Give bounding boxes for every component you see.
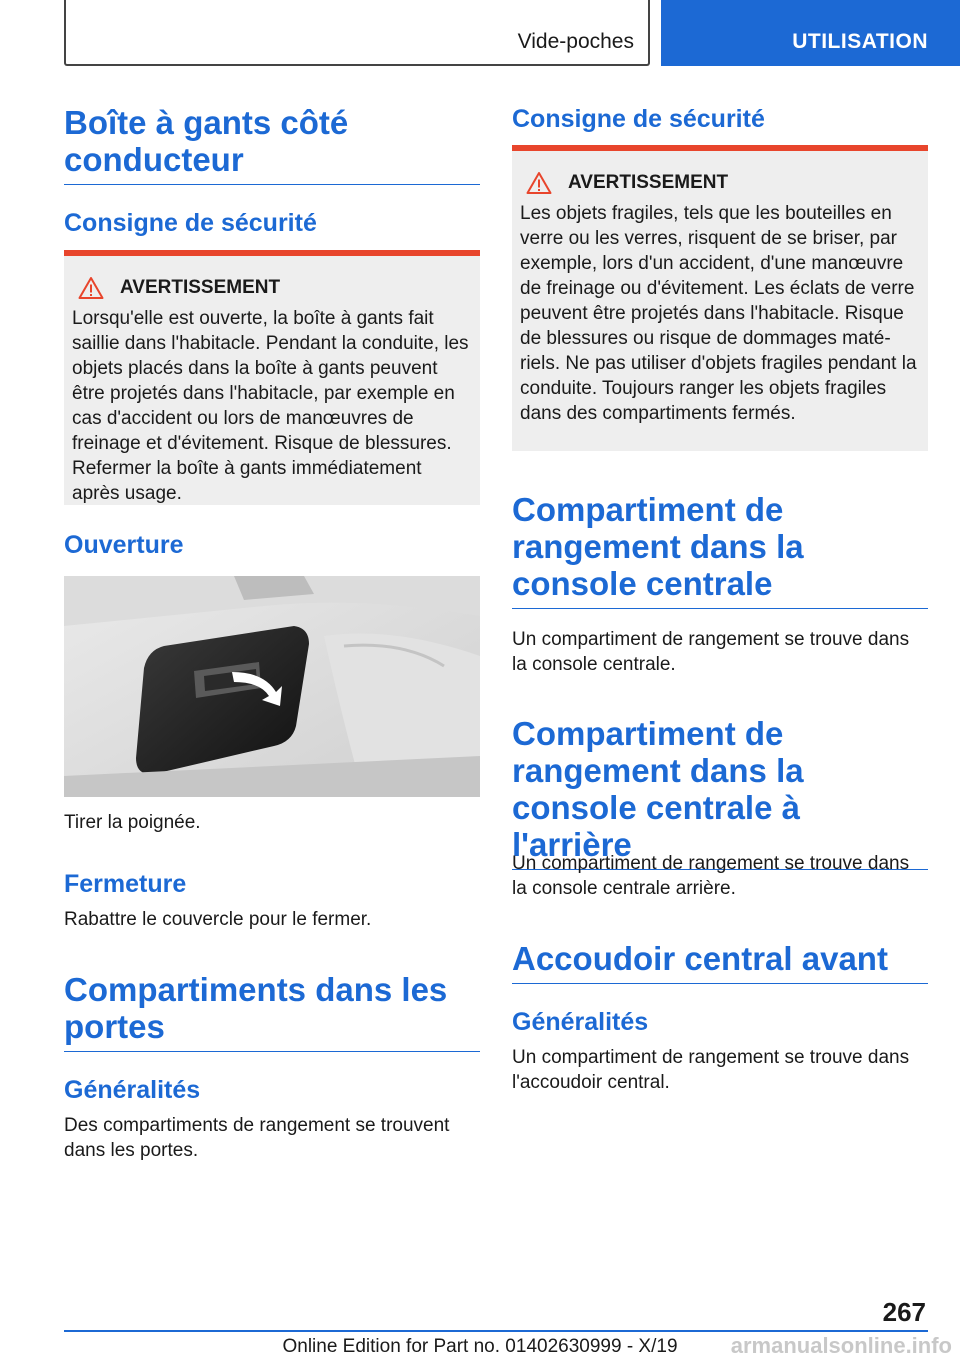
heading-closing: Fermeture [64,870,187,898]
heading-general-armrest: Généralités [512,1008,649,1036]
heading-safety-left: Consigne de sécurité [64,209,317,237]
center-console-text: Un compartiment de rangement se trouve dans la console centrale. [512,629,910,675]
heading-door-compartments: Compartiments dans les portes [64,971,480,1052]
heading-rear-console: Compartiment de rangement dans la console centrale à l'arrière [512,715,928,870]
heading-center-console: Compartiment de rangement dans la console centrale [512,491,928,609]
footer-watermark: armanualsonline.info [730,1333,952,1358]
armrest-text: Un compartiment de rangement se trouve dans l'accoudoir central. [512,1047,910,1093]
header-chapter-title: UTILISATION [792,30,928,53]
footer-divider [64,1330,928,1332]
heading-glovebox: Boîte à gants côté conducteur [64,104,480,185]
header-chapter-tab [661,0,960,66]
heading-armrest: Accoudoir central avant [512,940,928,984]
glovebox-photo [64,576,480,797]
footer-edition: Online Edition for Part no. 01402630999 - X/19 [282,1336,678,1357]
warning-title-left: AVERTISSEMENT [120,277,281,298]
warning-box-left [64,250,480,505]
warning-box-right [512,145,928,451]
header-section-title: Vide-poches [517,30,634,53]
doors-text: Des compartiments de rangement se trouvent dans les portes. [64,1115,450,1161]
closing-text: Rabattre le couvercle pour le fermer. [64,909,372,930]
heading-opening: Ouverture [64,531,184,559]
warning-title-right: AVERTISSEMENT [568,172,729,193]
heading-safety-right: Consigne de sécurité [512,105,765,133]
rear-console-text: Un compartiment de rangement se trouve dans la console centrale arrière. [512,853,910,899]
opening-text: Tirer la poignée. [64,812,201,833]
header-section-tab [64,0,650,66]
warning-triangle-icon [526,171,552,195]
warning-text-right: Les objets fragiles, tels que les bouteilles en verre ou les verres, risquent de se briser, par exemple, lors d'un accident, d'une manœuvre de freinage ou d'évitement. Les éclats de verre peuvent être projetés dans l'habitacle. Risque de blessures ou risque de dommages matériels. Ne pas utiliser d'objets fragiles pendant la conduite. Toujours ranger les objets fragiles dans des compartiments fermés. [520,203,917,424]
warning-text-left: Lorsqu'elle est ouverte, la boîte à gants fait saillie dans l'habitacle. Pendant la conduite, les objets placés dans la boîte à gants peuvent être projetés dans l'habitacle, par exemple en cas d'accident ou lors de manœuvres de freinage et d'évitement. Risque de blessures. Refermer la boîte à gants immédiatement après usage. [72,308,469,504]
heading-general-doors: Généralités [64,1076,201,1104]
warning-triangle-icon [78,276,104,300]
page-number: 267 [882,1297,926,1327]
